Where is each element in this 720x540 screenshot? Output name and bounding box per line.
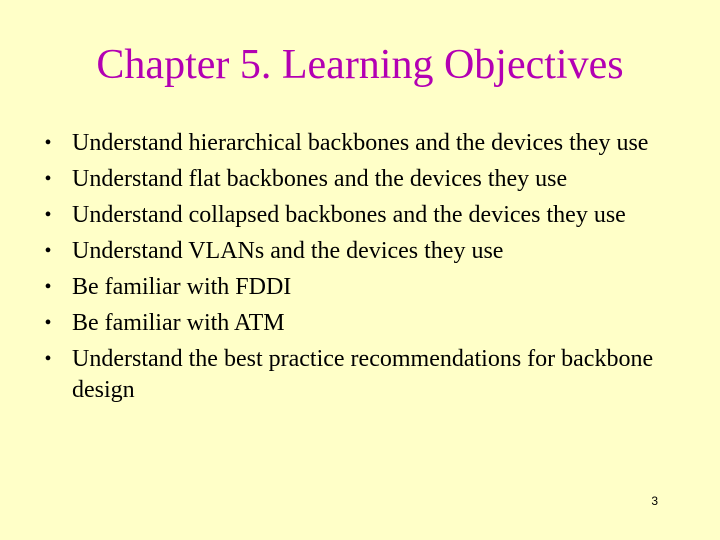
list-item [40,272,680,303]
list-item [40,236,680,267]
list-item [40,128,680,159]
bullet-icon: • [44,240,52,262]
slide-title: Chapter 5. Learning Objectives [96,42,624,88]
list-item-text: Understand hierarchical backbones and the devices they use [72,130,649,156]
bullet-icon: • [44,312,52,334]
objectives-list [40,128,680,411]
page-number: 3 [651,494,658,508]
bullet-icon: • [44,204,52,226]
bullet-icon: • [44,168,52,190]
list-item [40,200,680,231]
list-item-text: Understand collapsed backbones and the devices they use [72,202,626,228]
list-item [40,344,680,406]
list-item [40,308,680,339]
bullet-icon: • [44,276,52,298]
bullet-icon: • [44,348,52,370]
list-item-text: Understand VLANs and the devices they use [72,238,504,264]
list-item-text: Understand flat backbones and the devices they use [72,166,568,192]
bullet-icon: • [44,132,52,154]
list-item-text: Understand the best practice recommendations for backbone design [72,346,654,403]
list-item-text: Be familiar with ATM [72,310,285,336]
list-item-text: Be familiar with FDDI [72,274,292,300]
list-item [40,164,680,195]
